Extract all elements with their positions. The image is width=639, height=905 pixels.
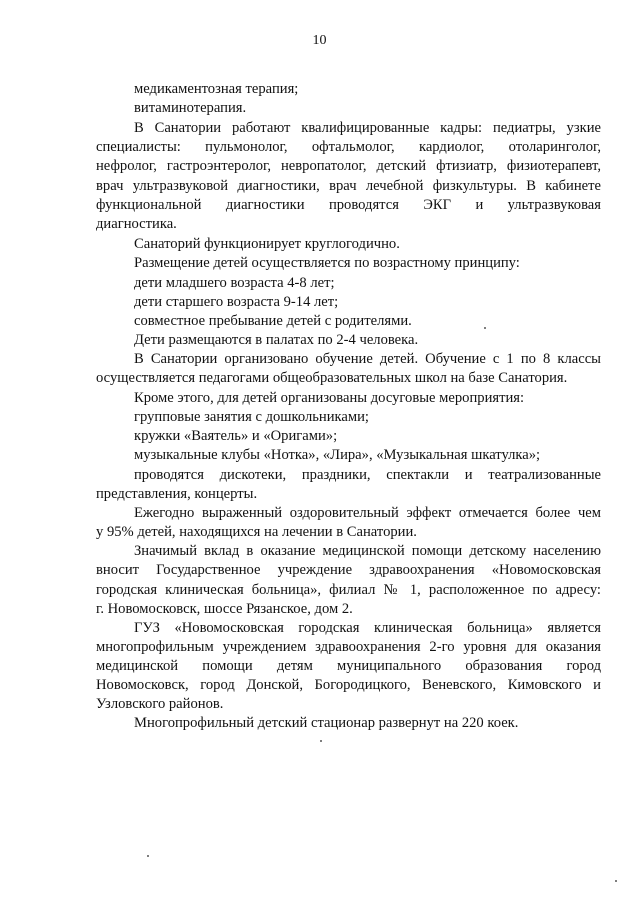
text-line: Новомосковск, город Донской, Богородицкого, Веневского, Кимовского и	[96, 677, 601, 693]
text-line: медицинской помощи детям муниципального образования город	[96, 658, 601, 674]
text-line: медикаментозная терапия;	[134, 81, 299, 97]
page-number: 10	[312, 33, 327, 48]
text-line: В Санатории работают квалифицированные кадры: педиатры, узкие	[134, 120, 601, 136]
text-line: специалисты: пульмонолог, офтальмолог, кардиолог, отоларинголог,	[96, 139, 601, 155]
scan-speck	[484, 327, 486, 329]
text-line: Дети размещаются в палатах по 2-4 человека.	[134, 332, 419, 348]
text-line: диагностика.	[96, 216, 177, 232]
scan-speck	[320, 740, 322, 742]
text-line: музыкальные клубы «Нотка», «Лира», «Музыкальная шкатулка»;	[134, 447, 541, 463]
text-line: у 95% детей, находящихся на лечении в Санатории.	[96, 524, 417, 540]
text-line: представления, концерты.	[96, 486, 258, 502]
text-line: г. Новомосковск, шоссе Рязанское, дом 2.	[96, 601, 353, 617]
text-line: дети младшего возраста 4-8 лет;	[134, 275, 335, 291]
text-line: Кроме этого, для детей организованы досуговые мероприятия:	[134, 390, 525, 406]
scan-speck	[147, 855, 149, 857]
text-line: Значимый вклад в оказание медицинской помощи детскому населению	[134, 543, 601, 559]
text-line: нефролог, гастроэнтеролог, невропатолог, детский фтизиатр, физиотерапевт,	[96, 158, 601, 174]
text-line: многопрофильным учреждением здравоохранения 2-го уровня для оказания	[96, 639, 601, 655]
text-line: В Санатории организовано обучение детей. Обучение с 1 по 8 классы	[134, 351, 601, 367]
text-line: городская клиническая больница», филиал № 1, расположенное по адресу:	[96, 582, 601, 598]
text-line: Ежегодно выраженный оздоровительный эффект отмечается более чем	[134, 505, 601, 521]
text-line: ГУЗ «Новомосковская городская клиническая больница» является	[134, 620, 601, 636]
text-line: осуществляется педагогами общеобразовательных школ на базе Санатория.	[96, 370, 568, 386]
text-line: Многопрофильный детский стационар развернут на 220 коек.	[134, 715, 519, 731]
text-line: Узловского районов.	[96, 696, 224, 712]
text-line: функциональной диагностики проводятся ЭКГ и ультразвуковая	[96, 197, 601, 213]
text-line: совместное пребывание детей с родителями.	[134, 313, 412, 329]
text-line: дети старшего возраста 9-14 лет;	[134, 294, 339, 310]
text-line: кружки «Ваятель» и «Оригами»;	[134, 428, 338, 444]
text-line: проводятся дискотеки, праздники, спектакли и театрализованные	[134, 467, 601, 483]
text-line: врач ультразвуковой диагностики, врач лечебной физкультуры. В кабинете	[96, 178, 601, 194]
text-line: вносит Государственное учреждение здравоохранения «Новомосковская	[96, 562, 601, 578]
text-line: Размещение детей осуществляется по возрастному принципу:	[134, 255, 520, 271]
text-line: групповые занятия с дошкольниками;	[134, 409, 369, 425]
text-line: Санаторий функционирует круглогодично.	[134, 236, 400, 252]
scan-speck	[615, 880, 617, 882]
text-line: витаминотерапия.	[134, 100, 247, 116]
